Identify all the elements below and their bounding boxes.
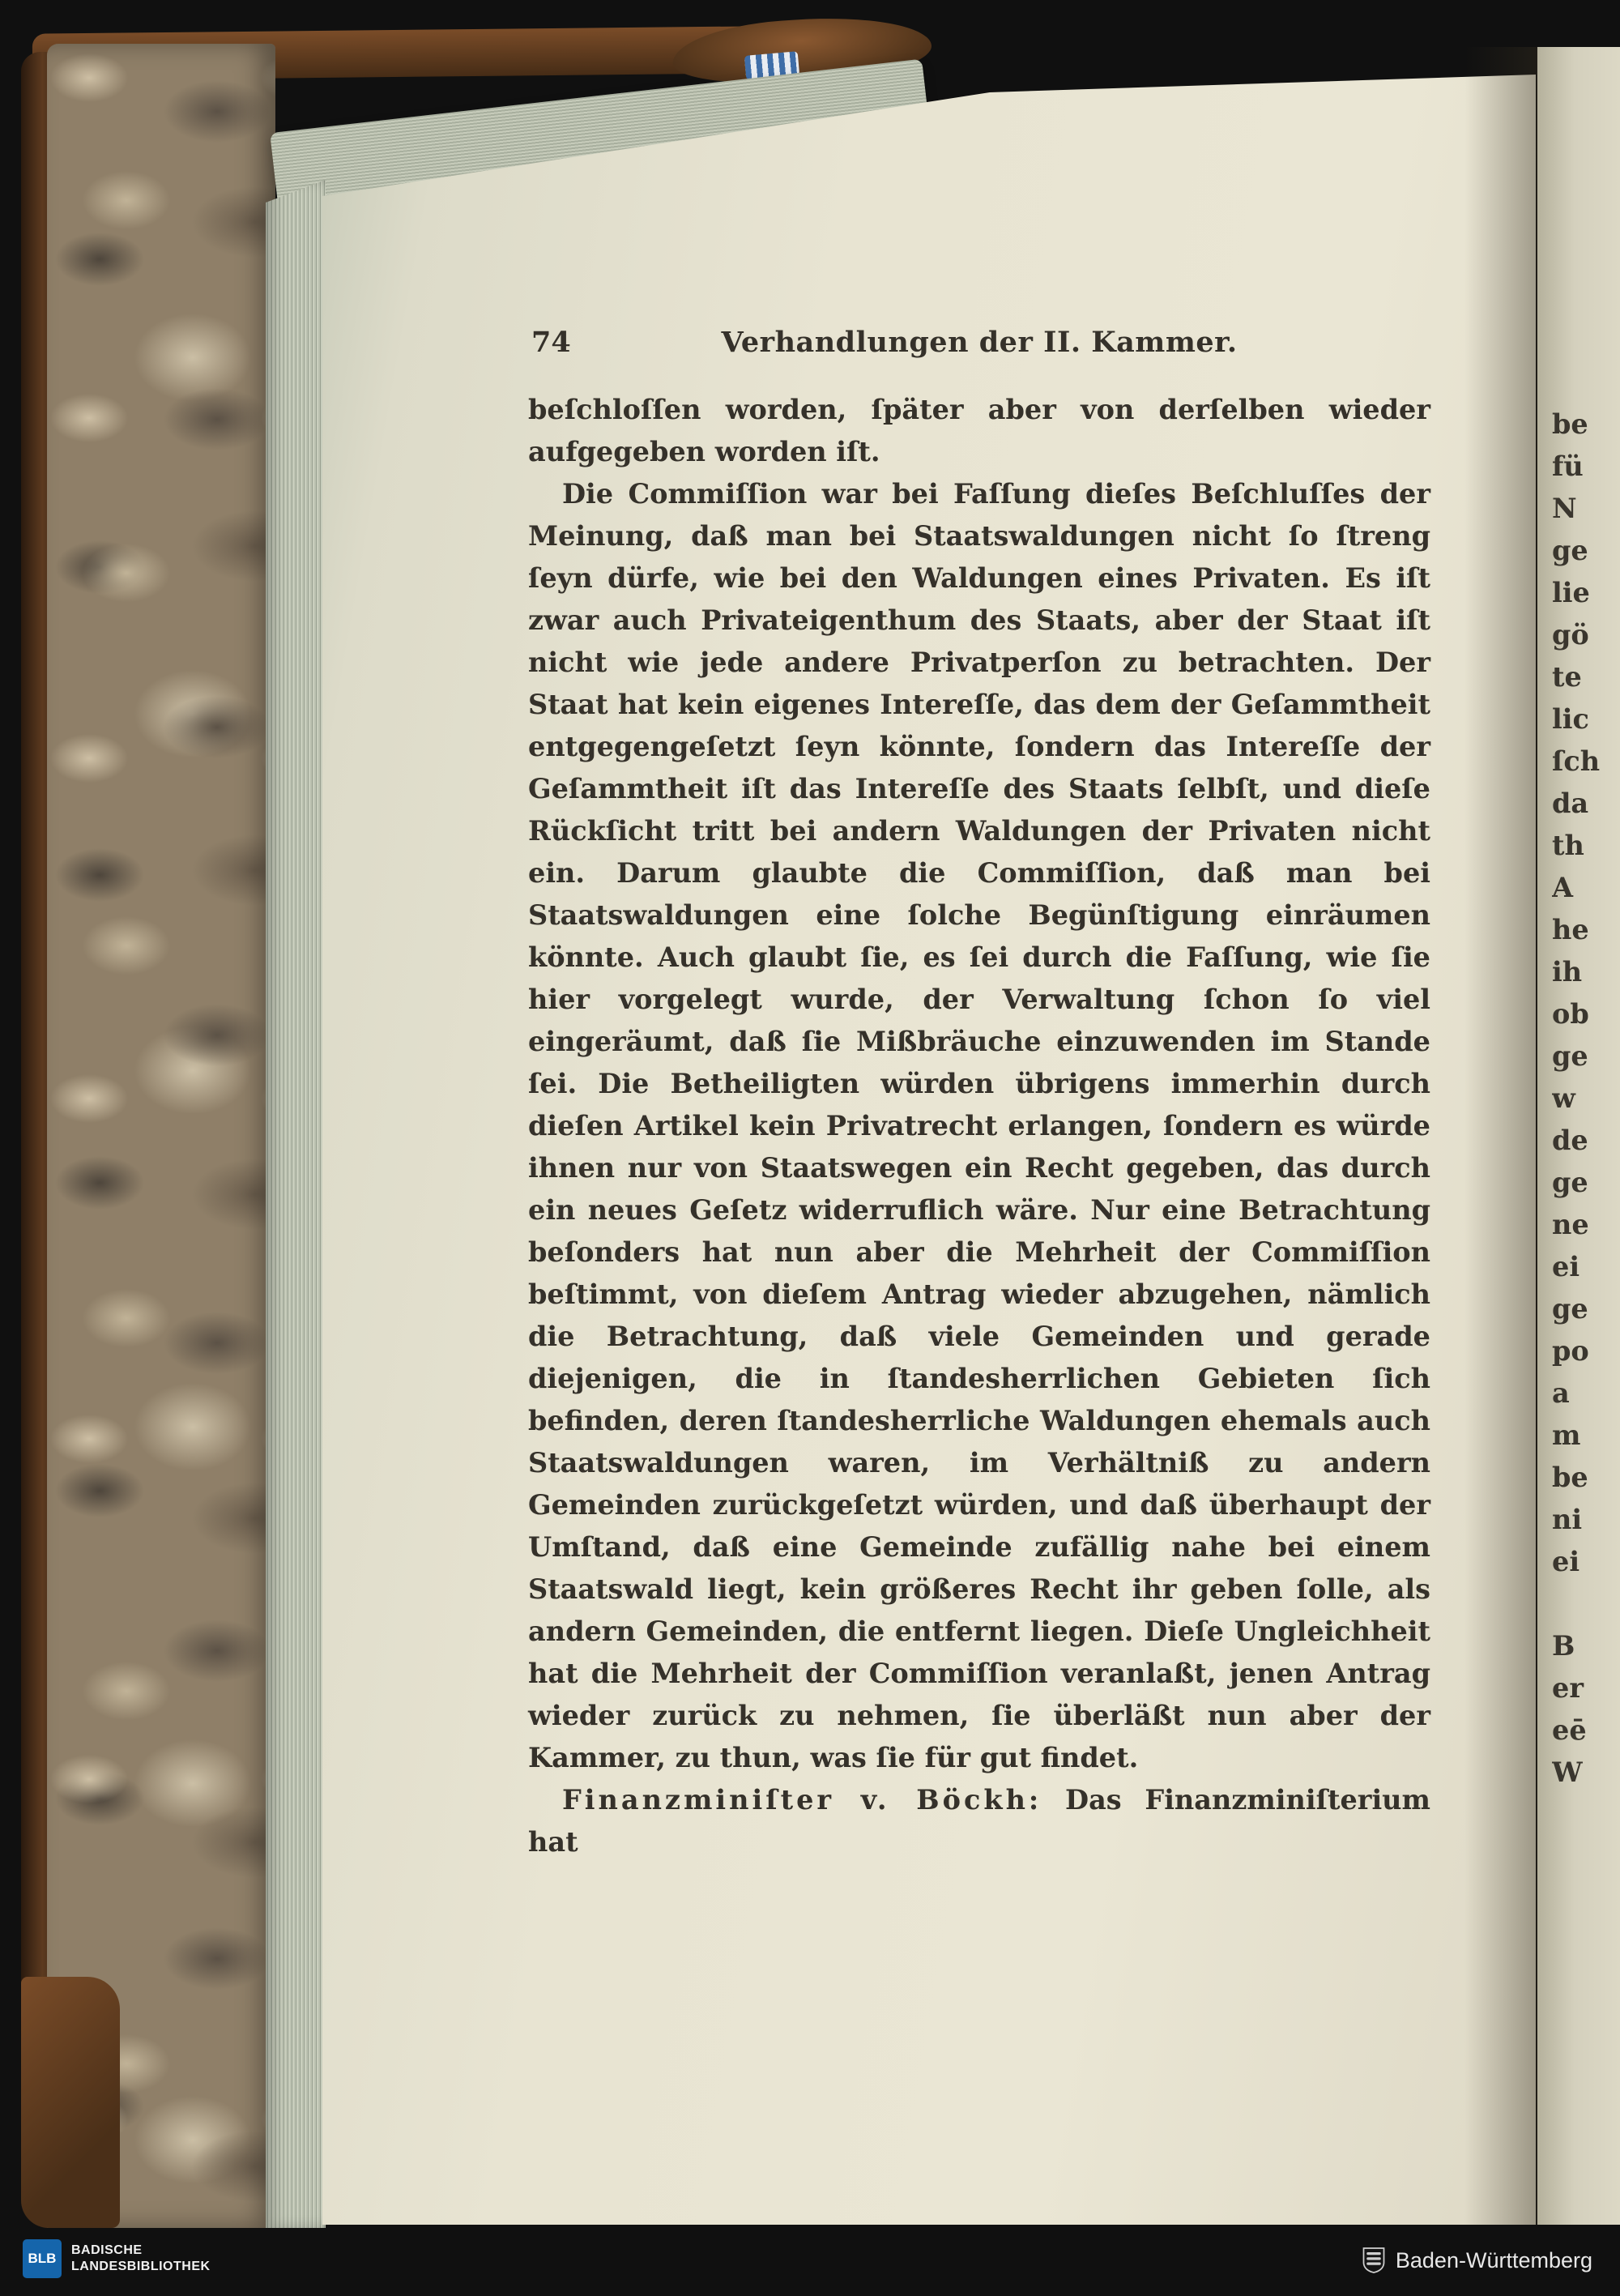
paragraph: Die Commiſſion war bei Faſſung dieſes Beſchluſſes der Meinung, daß man bei Staatswaldungen nicht ſo ſtreng ſeyn dürfe, wie bei den Waldungen eines Privaten. Es iſt zwar auch Privateigenthum des Staats, aber der Staat iſt nicht wie jede andere Privatperſon zu betrachten. Der Staat hat kein eigenes Intereſſe, das dem der Geſammtheit entgegengeſetzt ſeyn könnte, ſondern das Intereſſe der Geſammtheit iſt das Intereſſe des Staats ſelbſt, und dieſe Rückſicht tritt bei andern Waldungen der Privaten nicht ein. Darum glaubte die Commiſſion, daß man bei Staatswaldungen eine ſolche Begünſtigung einräumen könnte. Auch glaubt ſie, es ſei durch die Faſſung, wie ſie hier vorgelegt wurde, der Verwaltung ſchon ſo viel eingeräumt, daß ſie Mißbräuche einzuwenden im Stande ſei. Die Betheiligten würden übrigens immerhin durch dieſen Artikel kein Privatrecht erlangen, ſondern es würde ihnen nur von Staatswegen ein Recht gegeben, das durch ein neues Geſetz widerruflich wäre. Nur eine Betrachtung beſonders hat nun aber die Mehrheit der Commiſſion beſtimmt, von dieſem Antrag wieder abzugehen, nämlich die Betrachtung, daß viele Gemeinden und gerade diejenigen, die in ſtandesherrlichen Gebieten ſich befinden, deren ſtandesherrliche Waldungen ehemals auch Staatswaldungen waren, im Verhältniß zu andern Gemeinden zurückgeſetzt würden, und daß überhaupt der Umſtand, daß eine Gemeinde zufällig nahe bei einem Staatswald liegt, kein größeres Recht ihr geben ſolle, als andern Gemeinden, die entfernt liegen. Dieſe Ungleichheit hat die Mehrheit der Commiſſion veranlaßt, jenen Antrag wieder zurück zu nehmen, ſie überläßt nun aber der Kammer, zu thun, was ſie für gut findet. [528, 478, 1430, 1773]
library-name-line1: BADISCHE [71, 2243, 143, 2257]
running-header: Verhandlungen der II. Kammer. [721, 326, 1238, 359]
text-fragment: gö [1552, 619, 1589, 651]
coat-of-arms-icon [1362, 2246, 1386, 2275]
text-fragment: be [1552, 408, 1588, 440]
text-fragment [1552, 1583, 1620, 1625]
text-fragment: ei [1552, 1546, 1580, 1577]
speaker-statement: Das Finanzminiſterium hat [528, 1784, 1430, 1858]
text-fragment: ne [1552, 1209, 1589, 1240]
text-fragment: er [1552, 1672, 1584, 1704]
text-fragment: ge [1552, 1040, 1588, 1072]
page-stack-fore-edge [266, 180, 326, 2228]
text-fragment: ſch [1552, 745, 1601, 777]
text-fragment: ge [1552, 1293, 1588, 1325]
gutter-shadow [1464, 47, 1537, 2225]
paragraph [528, 1779, 1430, 1863]
library-name [71, 2243, 211, 2275]
text-fragment: be [1552, 1462, 1588, 1493]
text-fragment: de [1552, 1125, 1588, 1156]
book-corner-leather [21, 1977, 120, 2228]
page-header [528, 326, 1430, 368]
library-branding [23, 2239, 211, 2278]
marbled-cover-board [47, 44, 275, 2228]
speaker-name: Finanzminiſter v. Böckh: [562, 1784, 1042, 1816]
text-fragment: B [1552, 1630, 1575, 1662]
text-fragment: lic [1552, 703, 1589, 735]
text-fragment: A [1552, 872, 1573, 903]
text-fragment: da [1552, 787, 1589, 819]
paragraph: beſchloſſen worden, ſpäter aber von derſelben wieder aufgegeben worden iſt. [528, 394, 1430, 467]
text-fragment: ge [1552, 535, 1588, 566]
text-fragment: ni [1552, 1504, 1583, 1535]
text-fragment: th [1552, 830, 1584, 861]
text-fragment: he [1552, 914, 1589, 945]
text-fragment: m [1552, 1419, 1581, 1451]
text-fragment: N [1552, 493, 1577, 524]
text-fragment: eē [1552, 1714, 1587, 1746]
text-fragment: fü [1552, 450, 1584, 482]
text-fragment: W [1552, 1756, 1583, 1788]
text-fragment: ob [1552, 998, 1589, 1030]
text-fragment: po [1552, 1335, 1589, 1367]
text-fragment: te [1552, 661, 1582, 693]
region-branding [1362, 2246, 1592, 2275]
text-fragment: lie [1552, 577, 1590, 608]
page-paragraphs [528, 389, 1430, 1779]
text-fragment: w [1552, 1082, 1575, 1114]
text-fragment: ge [1552, 1167, 1588, 1198]
region-label: Baden-Württemberg [1395, 2247, 1592, 2273]
page-number: 74 [531, 326, 571, 359]
facing-page-text-fragments [1552, 403, 1620, 1794]
library-logo: BLB [23, 2239, 62, 2278]
text-fragment: ih [1552, 956, 1583, 988]
library-name-line2: LANDESBIBLIOTHEK [71, 2260, 211, 2273]
page-text-block [528, 326, 1430, 1863]
text-fragment: ei [1552, 1251, 1580, 1282]
text-fragment: a [1552, 1377, 1570, 1409]
